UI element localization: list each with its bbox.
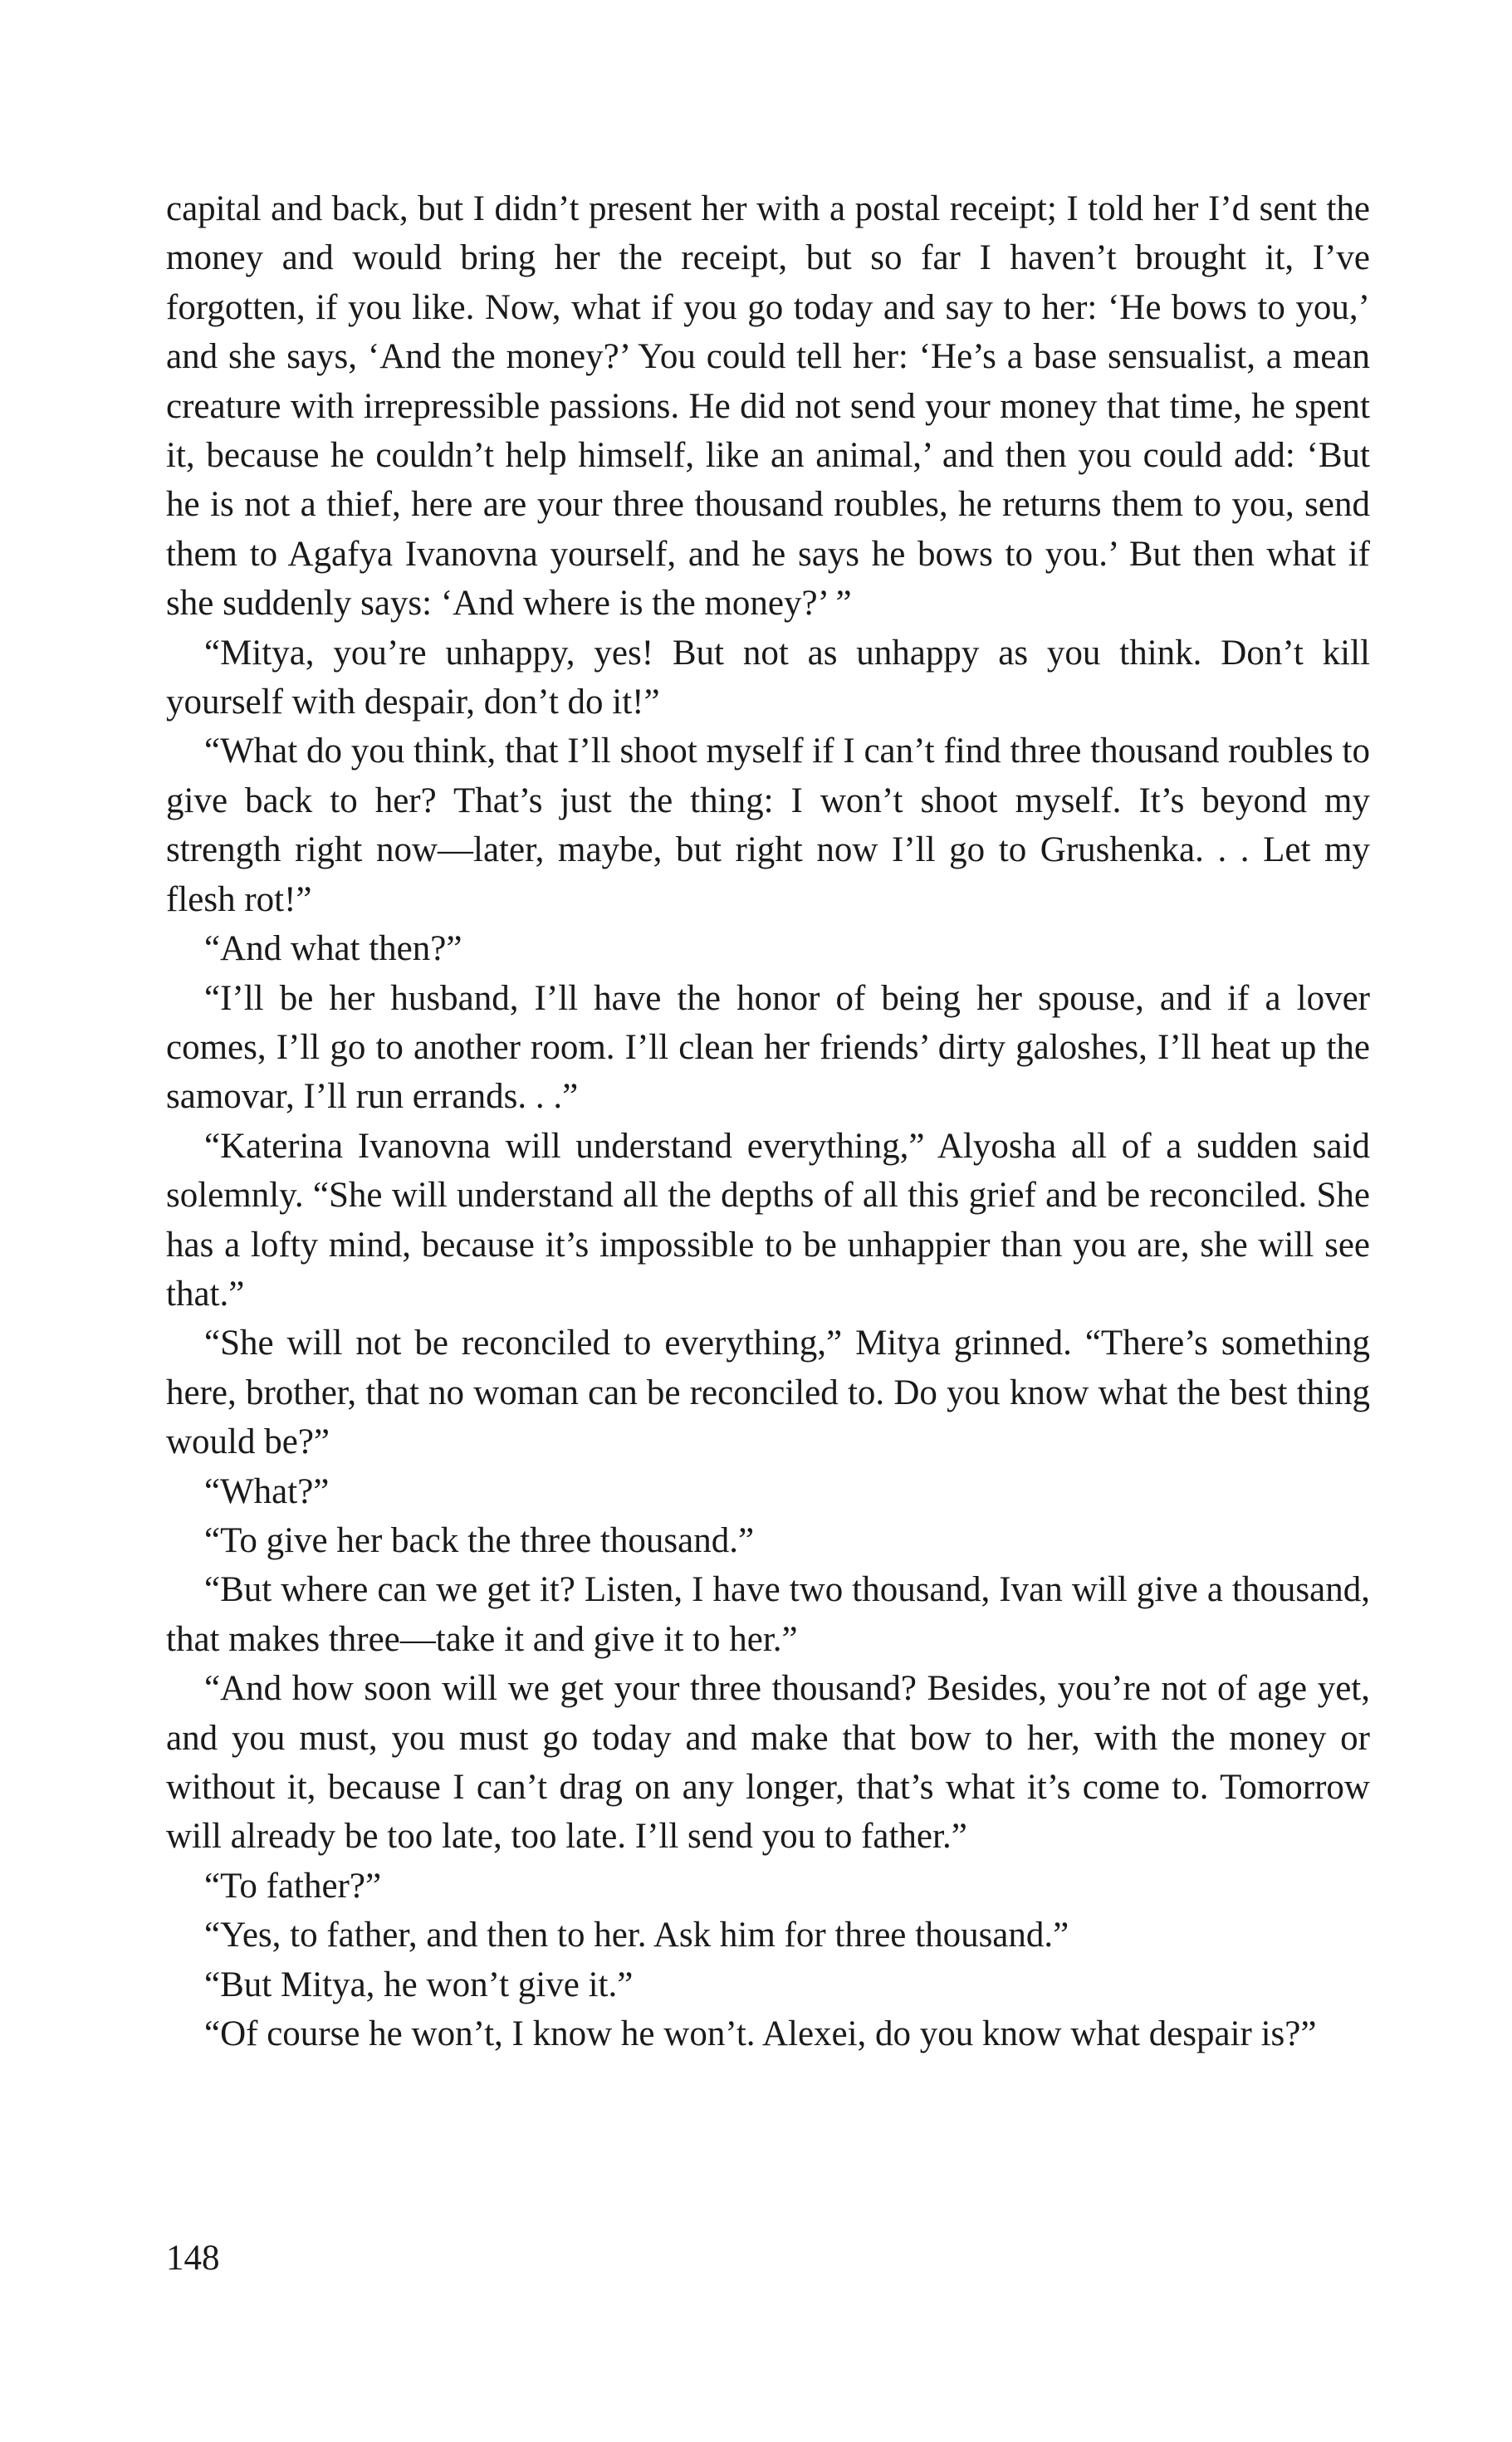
paragraph: “What do you think, that I’ll shoot myself if I can’t find three thousand roubles to give back to her? That’s just the thing: I won’t shoot myself. It’s beyond my strength right now—later, maybe, but right now I’ll go to Grushenka. . . Let my flesh rot!” <box>166 732 1370 919</box>
paragraph: “Katerina Ivanovna will understand everything,” Alyosha all of a sudden said solemnly. “She will understand all the depths of all this grief and be reconciled. She has a lofty mind, because it’s impossible to be unhappier than you are, she will see that.” <box>166 1126 1370 1314</box>
paragraph: “To father?” <box>204 1866 382 1906</box>
paragraph: “She will not be reconciled to everything,” Mitya grinned. “There’s something here, brother, that no woman can be reconciled to. Do you know what the best thing would be?” <box>166 1324 1370 1462</box>
paragraph: “Yes, to father, and then to her. Ask him for three thousand.” <box>204 1916 1069 1955</box>
page-number: 148 <box>166 2239 220 2278</box>
paragraph: “But Mitya, he won’t give it.” <box>204 1965 634 2004</box>
paragraph: “And what then?” <box>204 929 462 969</box>
paragraph: “But where can we get it? Listen, I have two thousand, Ivan will give a thousand, that makes three—take it and give it to her.” <box>166 1570 1370 1659</box>
paragraph: “I’ll be her husband, I’ll have the honor of being her spouse, and if a lover comes, I’ll go to another room. I’ll clean her friends’ dirty galoshes, I’ll heat up the samovar, I’ll run errands. . .” <box>166 978 1370 1117</box>
paragraph: “To give her back the three thousand.” <box>204 1520 755 1560</box>
paragraph: “What?” <box>204 1471 330 1511</box>
paragraph: capital and back, but I didn’t present her with a postal receipt; I told her I’d sent the money and would bring her the receipt, but so far I haven’t brought it, I’ve forgotten, if you like. Now, what if you go today and say to her: ‘He bows to you,’ and she says, ‘And the money?’ You could tell her: ‘He’s a base sensualist, a mean creature with irrepressible passions. He did not send your money that time, he spent it, because he couldn’t help himself, like an animal,’ and then you could add: ‘But he is not a thief, here are your three thousand roubles, he returns them to you, send them to Agafya Ivanovna yourself, and he says he bows to you.’ But then what if she suddenly says: ‘And where is the money?’ ” <box>166 189 1370 624</box>
body-text <box>166 184 1370 2058</box>
paragraph: “Mitya, you’re unhappy, yes! But not as unhappy as you think. Don’t kill yourself with despair, don’t do it!” <box>166 633 1370 722</box>
paragraph: “And how soon will we get your three thousand? Besides, you’re not of age yet, and you must, you must go today and make that bow to her, with the money or without it, because I can’t drag on any longer, that’s what it’s come to. Tomorrow will already be too late, too late. I’ll send you to father.” <box>166 1669 1370 1857</box>
paragraph: “Of course he won’t, I know he won’t. Alexei, do you know what despair is?” <box>204 2014 1317 2054</box>
